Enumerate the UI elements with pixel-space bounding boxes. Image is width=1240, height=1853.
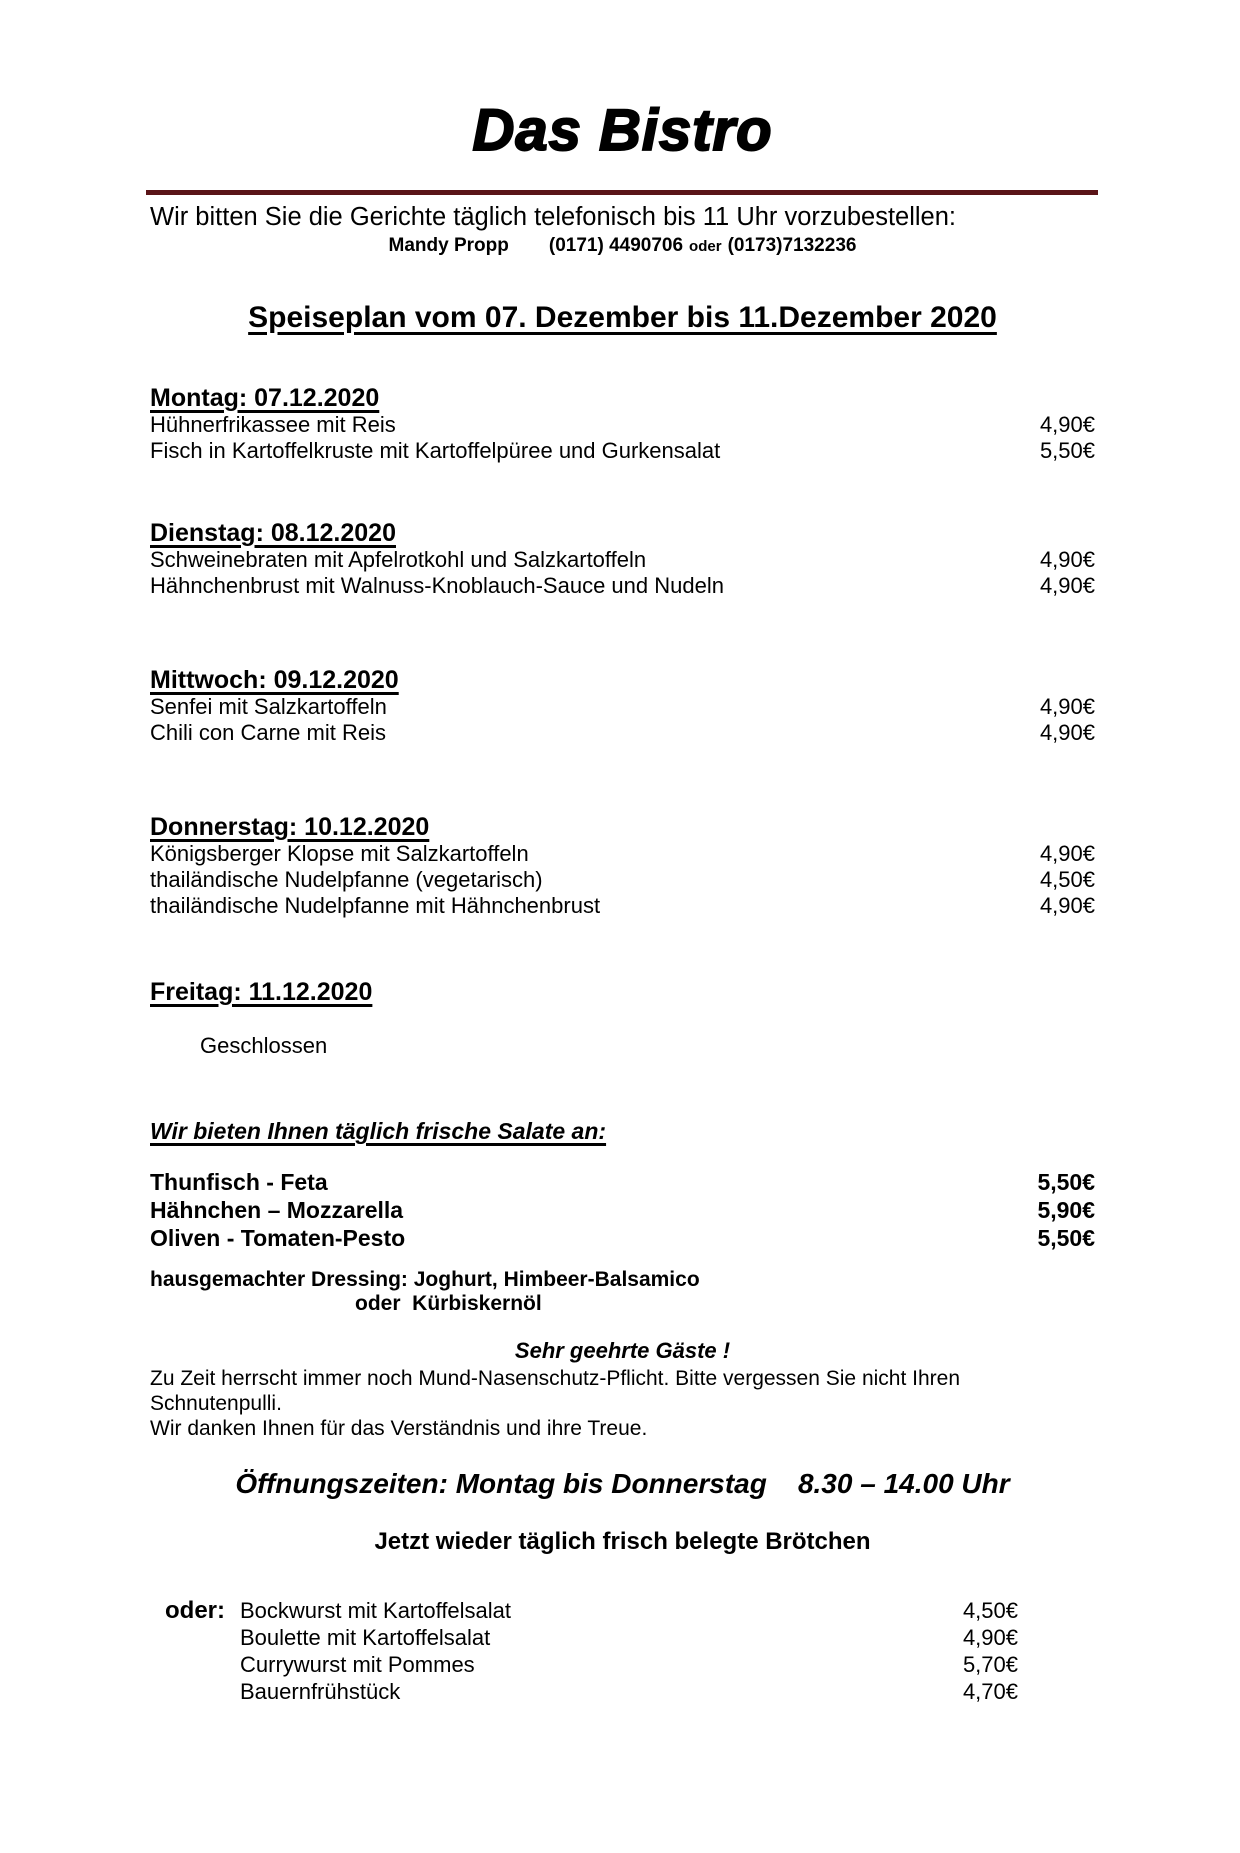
day-section-montag <box>150 384 1095 464</box>
dish-name: Boulette mit Kartoffelsalat <box>240 1625 491 1650</box>
oder-section <box>150 1597 1095 1705</box>
dish-price: 4,90€ <box>1039 412 1095 437</box>
menu-item-row <box>150 547 1095 573</box>
oder-item-row <box>240 1678 1018 1705</box>
dish-price: 5,50€ <box>1039 438 1095 463</box>
dish-price: 4,50€ <box>962 1598 1018 1623</box>
salads-heading: Wir bieten Ihnen täglich frische Salate an: <box>150 1118 607 1144</box>
salad-item-row <box>150 1168 1095 1196</box>
day-section-dienstag <box>150 519 1095 599</box>
salads-section <box>150 1117 1095 1316</box>
day-heading: Dienstag: 08.12.2020 <box>150 519 396 547</box>
dish-name: Schweinebraten mit Apfelrotkohl und Salzkartoffeln <box>150 547 647 572</box>
dish-price: 4,90€ <box>1039 893 1095 918</box>
menu-item-row <box>150 412 1095 438</box>
dish-name: thailändische Nudelpfanne mit Hähnchenbrust <box>150 893 601 918</box>
dish-price: 4,90€ <box>1039 841 1095 866</box>
salad-name: Oliven - Tomaten-Pesto <box>150 1225 406 1251</box>
preorder-note: Wir bitten Sie die Gerichte täglich telefonisch bis 11 Uhr vorzubestellen: <box>150 203 957 231</box>
contact-phone-secondary: (0173)7132236 <box>727 235 857 256</box>
day-heading: Donnerstag: 10.12.2020 <box>150 813 430 841</box>
day-section-mittwoch <box>150 666 1095 746</box>
oder-item-row <box>240 1651 1018 1678</box>
contact-phone-primary: (0171) 4490706 <box>548 235 684 256</box>
guest-salutation: Sehr geehrte Gäste ! <box>514 1338 731 1363</box>
dish-name: Königsberger Klopse mit Salzkartoffeln <box>150 841 529 866</box>
dish-price: 4,90€ <box>1039 694 1095 719</box>
menu-item-row <box>150 893 1095 919</box>
menu-item-row <box>150 573 1095 599</box>
day-heading: Montag: 07.12.2020 <box>150 384 380 412</box>
menu-content <box>150 100 1095 1705</box>
menu-item-row <box>150 867 1095 893</box>
day-heading: Freitag: 11.12.2020 <box>150 978 373 1006</box>
day-heading: Mittwoch: 09.12.2020 <box>150 666 399 694</box>
dish-price: 4,50€ <box>1039 867 1095 892</box>
salad-item-row <box>150 1196 1095 1224</box>
contact-line <box>150 235 1095 258</box>
salad-item-row <box>150 1224 1095 1252</box>
salad-price: 5,90€ <box>1037 1197 1095 1223</box>
restaurant-title: Das Bistro <box>472 98 773 163</box>
menu-item-row <box>150 694 1095 720</box>
dish-name: Currywurst mit Pommes <box>240 1652 475 1677</box>
dish-price: 4,70€ <box>962 1679 1018 1704</box>
contact-name: Mandy Propp <box>388 235 509 256</box>
opening-hours: Öffnungszeiten: Montag bis Donnerstag 8.30 – 14.00 Uhr <box>235 1468 1010 1499</box>
broetchen-headline: Jetzt wieder täglich frisch belegte Brötchen <box>374 1528 871 1555</box>
day-section-donnerstag <box>150 813 1095 919</box>
oder-rows <box>240 1597 1018 1705</box>
salad-price: 5,50€ <box>1037 1225 1095 1251</box>
oder-item-row <box>240 1624 1018 1651</box>
dressing-note-line1: hausgemachter Dressing: Joghurt, Himbeer-Balsamico <box>150 1268 700 1291</box>
notice-line-1: Zu Zeit herrscht immer noch Mund-Nasenschutz-Pflicht. Bitte vergessen Sie nicht Ihren Schnutenpulli. <box>150 1367 960 1415</box>
menu-item-row <box>150 720 1095 746</box>
dish-price: 4,90€ <box>1039 720 1095 745</box>
oder-item-row <box>240 1597 1018 1624</box>
dish-name: Senfei mit Salzkartoffeln <box>150 694 387 719</box>
oder-label: oder: <box>165 1597 225 1624</box>
plan-heading: Speiseplan vom 07. Dezember bis 11.Dezember 2020 <box>248 301 997 334</box>
contact-oder-label: oder <box>689 238 722 255</box>
menu-item-row <box>150 438 1095 464</box>
dressing-note-line2: oder Kürbiskernöl <box>355 1292 542 1315</box>
dish-price: 4,90€ <box>1039 547 1095 572</box>
menu-document <box>0 100 1240 1853</box>
dish-name: thailändische Nudelpfanne (vegetarisch) <box>150 867 543 892</box>
closed-note: Geschlossen <box>200 1033 328 1058</box>
dish-price: 5,70€ <box>962 1652 1018 1677</box>
dish-name: Bauernfrühstück <box>240 1679 401 1704</box>
dish-name: Hähnchenbrust mit Walnuss-Knoblauch-Sauce und Nudeln <box>150 573 724 598</box>
menu-item-row <box>150 841 1095 867</box>
dish-name: Hühnerfrikassee mit Reis <box>150 412 396 437</box>
day-section-freitag <box>150 978 1095 1058</box>
notice-line-2: Wir danken Ihnen für das Verständnis und ihre Treue. <box>150 1417 648 1440</box>
dish-name: Chili con Carne mit Reis <box>150 720 386 745</box>
dish-price: 4,90€ <box>962 1625 1018 1650</box>
dish-name: Bockwurst mit Kartoffelsalat <box>240 1598 512 1623</box>
salad-name: Hähnchen – Mozzarella <box>150 1197 404 1223</box>
dish-name: Fisch in Kartoffelkruste mit Kartoffelpüree und Gurkensalat <box>150 438 721 463</box>
salad-price: 5,50€ <box>1037 1169 1095 1195</box>
divider-rule <box>146 190 1098 195</box>
salad-name: Thunfisch - Feta <box>150 1169 328 1195</box>
dish-price: 4,90€ <box>1039 573 1095 598</box>
